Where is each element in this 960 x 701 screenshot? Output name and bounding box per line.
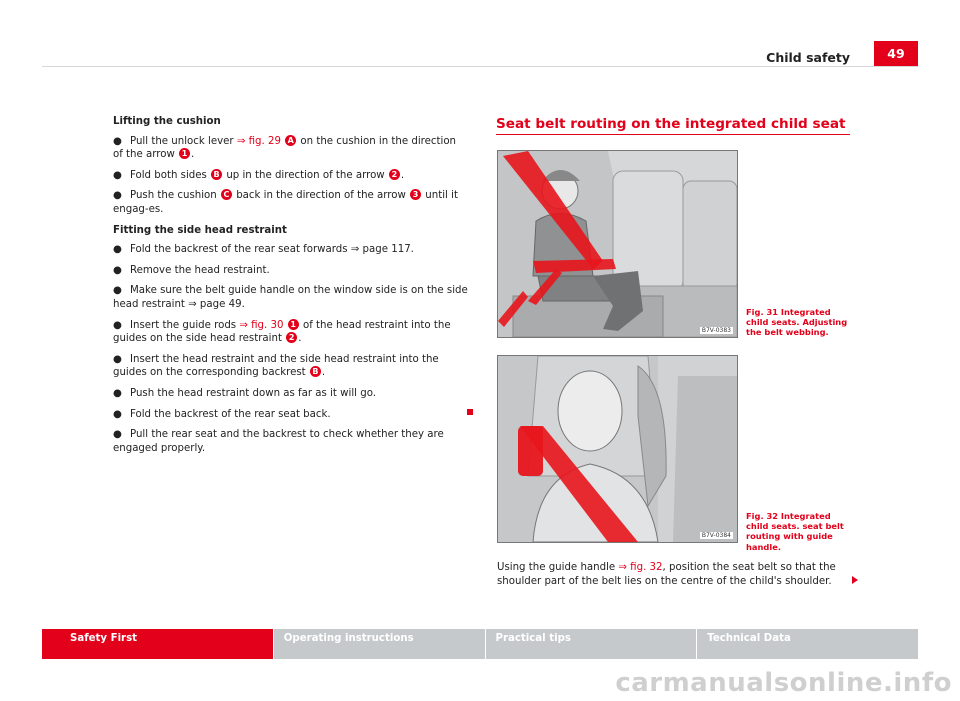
step-pull-unlock-lever: ● Pull the unlock lever ⇒ fig. 29 A on the cushion in the direction of the arrow 1 . xyxy=(113,135,457,161)
section-heading: Seat belt routing on the integrated child seat xyxy=(496,116,846,132)
bullet: ● xyxy=(113,387,122,399)
label-badge: C xyxy=(221,189,232,200)
label-badge: A xyxy=(285,135,296,146)
label-badge: 1 xyxy=(179,148,190,159)
child-seat-belt-adjust-illustration xyxy=(498,151,737,337)
bullet: ● xyxy=(113,429,122,441)
step-insert-guide-rods: ● Insert the guide rods ⇒ fig. 30 1 of the head restraint into the guides on the side head restraint 2 . xyxy=(113,319,451,345)
label-badge: 3 xyxy=(410,189,421,200)
child-seat-belt-routing-illustration xyxy=(498,356,737,542)
bullet: ● xyxy=(113,264,122,276)
label-badge: 2 xyxy=(286,332,297,343)
header-rule xyxy=(42,66,918,67)
figure-code: B7V-0384 xyxy=(701,532,731,539)
bullet: ● xyxy=(113,135,122,147)
tab-practical-tips[interactable]: Practical tips xyxy=(486,629,697,659)
figure-32-caption: Fig. 32 Integrated child seats. seat belt routing with guide handle. xyxy=(746,511,844,552)
figure-31-image xyxy=(497,150,738,338)
left-column xyxy=(113,115,468,462)
step-belt-guide-handle: ● Make sure the belt guide handle on the window side is on the side head restraint ⇒ page 49. xyxy=(113,285,468,310)
bullet: ● xyxy=(113,244,122,256)
guide-handle-paragraph: Using the guide handle ⇒ fig. 32, position the seat belt so that the shoulder part of the belt lies on the centre of the child's shoulder. xyxy=(497,562,836,587)
figure-code: B7V-0383 xyxy=(701,327,731,334)
step-fold-backrest-back: ● Fold the backrest of the rear seat back. xyxy=(113,408,331,420)
step-push-head-restraint: ● Push the head restraint down as far as it will go. xyxy=(113,387,376,399)
bullet: ● xyxy=(113,285,122,297)
tab-safety-first[interactable]: Safety First xyxy=(42,629,273,659)
watermark: carmanualsonline.info xyxy=(615,668,952,698)
heading-side-head-restraint: Fitting the side head restraint xyxy=(113,224,287,236)
chapter-tabs xyxy=(42,629,918,659)
bullet: ● xyxy=(113,169,122,181)
step-fold-sides: ● Fold both sides B up in the direction of the arrow 2 . xyxy=(113,169,405,181)
bullet: ● xyxy=(113,319,122,331)
step-check-engaged: ● Pull the rear seat and the backrest to check whether they are engaged properly. xyxy=(113,429,444,454)
bullet: ● xyxy=(113,190,122,202)
fig-link[interactable]: ⇒ fig. 29 xyxy=(236,135,281,147)
tab-technical-data[interactable]: Technical Data xyxy=(697,629,918,659)
heading-rule xyxy=(496,134,850,135)
step-push-cushion: ● Push the cushion C back in the direction of the arrow 3 until it engag-es. xyxy=(113,190,458,215)
figure-31-caption: Fig. 31 Integrated child seats. Adjusting the belt webbing. xyxy=(746,307,848,338)
step-insert-head-restraint: ● Insert the head restraint and the side head restraint into the guides on the corresponding backrest B . xyxy=(113,353,439,379)
section-title: Child safety xyxy=(766,50,850,65)
label-badge: B xyxy=(211,169,222,180)
label-badge: 1 xyxy=(288,319,299,330)
step-remove-head-restraint: ● Remove the head restraint. xyxy=(113,264,270,276)
label-badge: B xyxy=(310,366,321,377)
label-badge: 2 xyxy=(389,169,400,180)
bullet: ● xyxy=(113,408,122,420)
tab-operating-instructions[interactable]: Operating instructions xyxy=(274,629,485,659)
page-number: 49 xyxy=(874,41,918,66)
figure-32-image xyxy=(497,355,738,543)
fig-link[interactable]: ⇒ fig. 32 xyxy=(618,562,663,573)
step-fold-backrest: ● Fold the backrest of the rear seat forwards ⇒ page 117. xyxy=(113,244,414,256)
section-end-marker xyxy=(467,409,473,415)
bullet: ● xyxy=(113,353,122,365)
fig-link[interactable]: ⇒ fig. 30 xyxy=(239,319,284,331)
continue-arrow-icon xyxy=(852,576,858,584)
heading-lifting-cushion: Lifting the cushion xyxy=(113,116,221,127)
